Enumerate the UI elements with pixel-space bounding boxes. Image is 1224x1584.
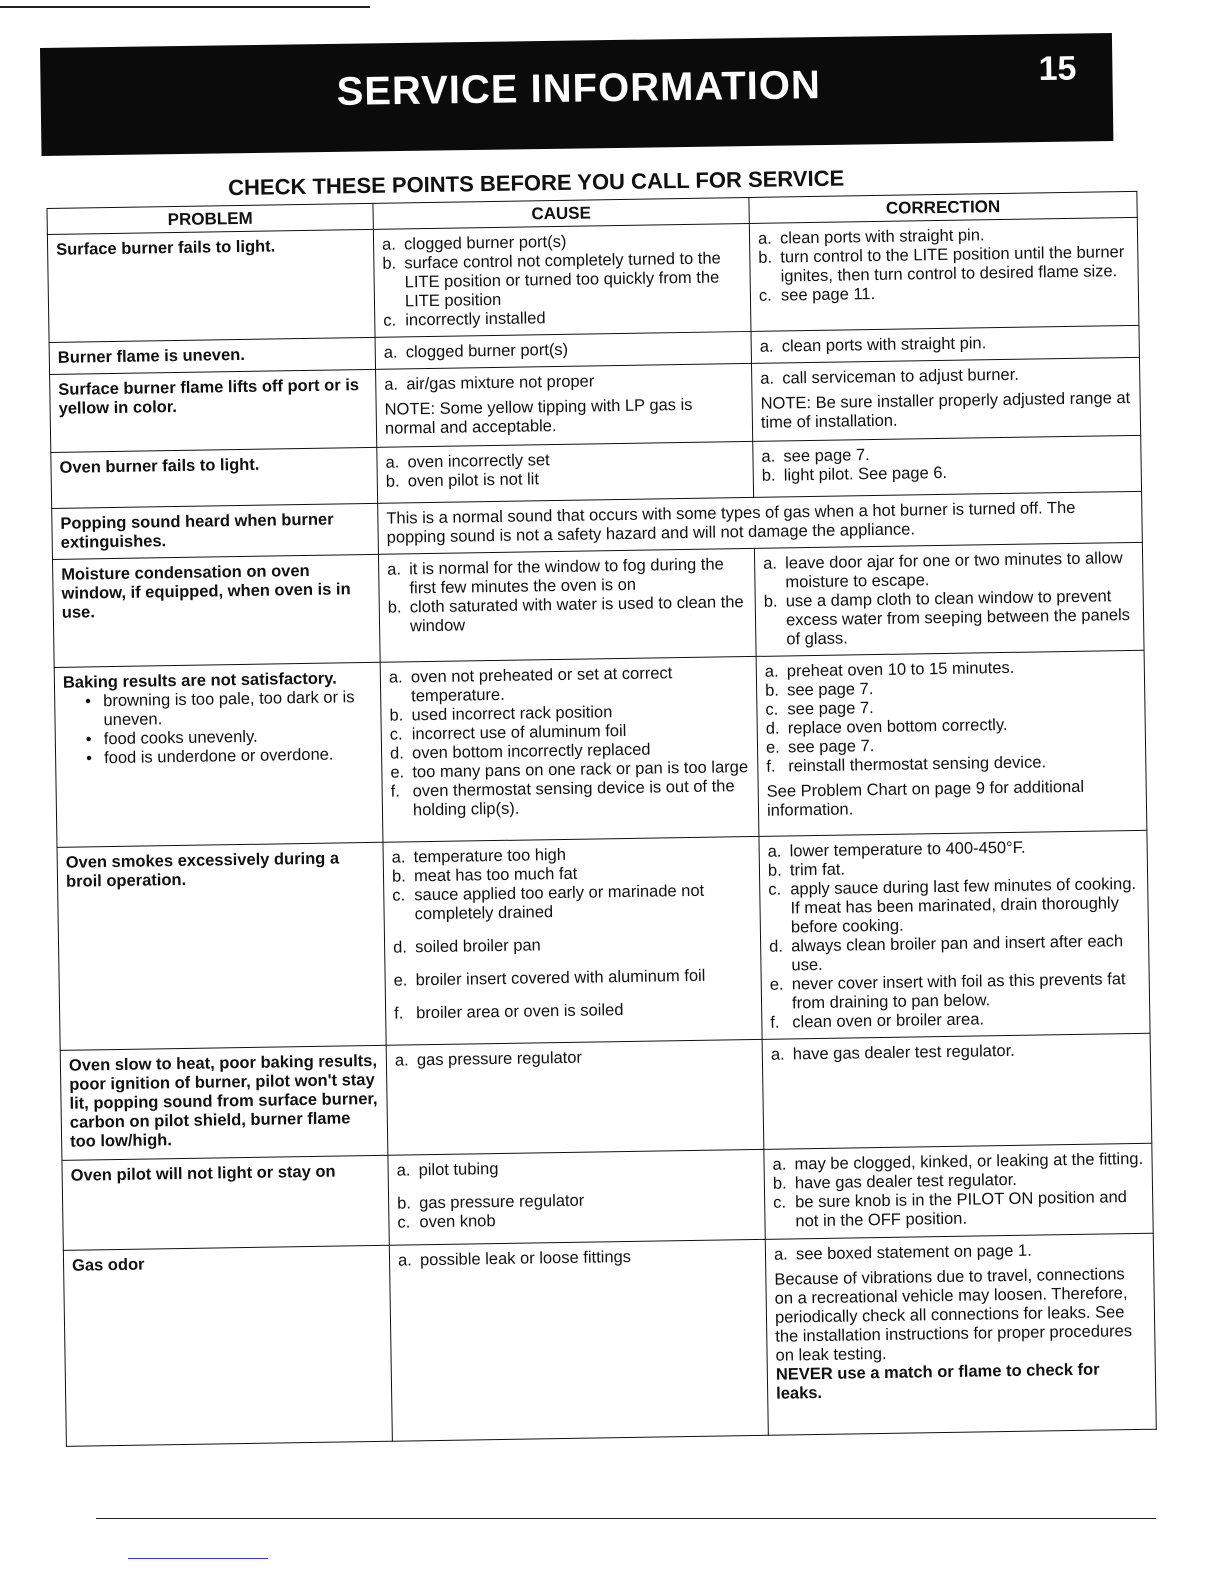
cause-item-text: pilot tubing (418, 1160, 499, 1180)
column-header-cause: CAUSE (373, 197, 749, 229)
table-row (60, 1033, 1152, 1160)
cause-item-letter: a. (388, 668, 403, 687)
cause-item-letter: f. (394, 1004, 404, 1023)
cause-item (392, 881, 752, 925)
correction-item-letter: a. (772, 1155, 787, 1174)
correction-item-text: clean ports with straight pin. (781, 334, 987, 356)
cause-item (394, 999, 753, 1024)
correction-cell (759, 830, 1150, 1039)
problem-bullet-text: browning is too pale, too dark or is uneven. (103, 688, 355, 730)
correction-item (760, 332, 1131, 357)
cause-item-letter: b. (387, 598, 402, 617)
correction-item-letter: e. (765, 738, 780, 757)
cause-item-letter: a. (384, 375, 399, 394)
cause-item-letter: d. (392, 938, 408, 957)
correction-cell (764, 1143, 1153, 1239)
correction-note: See Problem Chart on page 9 for additional information. (766, 777, 1085, 820)
correction-item (769, 932, 1141, 976)
cause-cell (378, 548, 756, 662)
problem-cell (63, 1245, 392, 1446)
table-row (54, 650, 1147, 847)
cause-item (384, 338, 743, 363)
problem-text: Moisture condensation on oven window, if equipped, when oven is in use. (61, 561, 351, 622)
correction-item-text: lower temperature to 400-450°F. (789, 838, 1026, 861)
table-row (57, 830, 1150, 1050)
cause-item-letter: c. (383, 311, 397, 330)
correction-item-letter: d. (769, 937, 784, 956)
correction-item-letter: b. (772, 1174, 787, 1193)
correction-item-letter: a. (761, 447, 776, 466)
correction-item-text: turn control to the LITE position until the burner ignites, then turn control to desired flame size. (780, 243, 1125, 286)
cause-item (396, 1156, 755, 1181)
correction-item-letter: e. (769, 975, 784, 994)
cause-item-text: it is normal for the window to fog during the first few minutes the oven is on (409, 555, 724, 598)
table-row (47, 217, 1139, 342)
correction-item-letter: c. (765, 700, 779, 719)
problem-cell (47, 229, 375, 342)
correction-item-letter: d. (765, 719, 780, 738)
correction-item-text: clean oven or broiler area. (792, 1010, 985, 1032)
cause-cell (383, 836, 762, 1045)
cause-item-letter: b. (385, 472, 400, 491)
cause-item-letter: c. (389, 725, 403, 744)
correction-item-text: reinstall thermostat sensing device. (788, 753, 1047, 776)
correction-cell (762, 1033, 1152, 1149)
cause-item-text: broiler area or oven is soiled (416, 1001, 624, 1023)
bullet-dot-icon: • (85, 749, 93, 768)
cause-item (395, 1046, 754, 1071)
correction-note: Because of vibrations due to travel, connections on a recreational vehicle may loosen. Therefore, periodically check all connections for leaks. See the installation instructions for proper procedures on leak testing. (774, 1265, 1133, 1365)
table-row (63, 1233, 1156, 1446)
correction-item (771, 1040, 1142, 1065)
bullet-dot-icon: • (85, 730, 92, 749)
cause-cell (389, 1239, 768, 1441)
problem-cell (52, 503, 379, 559)
cause-item-text: gas pressure regulator (419, 1191, 585, 1213)
cause-item-text: cloth saturated with water is used to clean the window (409, 593, 744, 636)
correction-item-letter: a. (764, 662, 779, 681)
correction-item-letter: b. (763, 592, 778, 611)
cause-item-text: oven bottom incorrectly replaced (411, 740, 651, 763)
correction-item (758, 243, 1130, 287)
cause-item-text: broiler insert covered with aluminum foil (415, 966, 706, 990)
cause-item-letter: c. (397, 1213, 411, 1232)
cause-item-text: too many pans on one rack or pan is too large (412, 758, 749, 782)
correction-item-letter: c. (773, 1193, 787, 1212)
cause-item-text: meat has too much fat (413, 864, 578, 886)
problem-cell (50, 369, 377, 452)
correction-item-text: replace oven bottom correctly. (787, 715, 1008, 738)
cause-item-letter: a. (381, 235, 396, 254)
cause-item-letter: a. (396, 1161, 411, 1180)
cause-item-letter: e. (390, 763, 405, 782)
correction-item-letter: b. (758, 248, 773, 267)
cause-item-text: oven pilot is not lit (407, 470, 540, 491)
correction-item-text: preheat oven 10 to 15 minutes. (786, 658, 1015, 681)
correction-item-text: use a damp cloth to clean window to prevent excess water from seeping between the panels of glass. (785, 587, 1131, 649)
cause-item (398, 1246, 757, 1271)
correction-item (760, 364, 1131, 389)
cause-item-text: sauce applied too early or marinade not completely drained (414, 881, 705, 924)
correction-item-letter: a. (763, 554, 778, 573)
cause-item-letter: b. (382, 254, 397, 273)
bullet-dot-icon: • (85, 692, 92, 711)
problem-bullet (85, 688, 373, 731)
problem-text: Surface burner flame lifts off port or is yellow in color. (58, 376, 360, 418)
cause-note: NOTE: Some yellow tipping with LP gas is normal and acceptable. (384, 395, 693, 438)
correction-item (764, 587, 1136, 650)
cause-item-text: oven incorrectly set (407, 451, 550, 472)
column-header-correction: CORRECTION (749, 191, 1137, 223)
bottom-accent-rule (128, 1558, 268, 1559)
cause-item-letter: a. (397, 1251, 412, 1270)
problem-bullet-text: food cooks unevenly. (103, 727, 258, 749)
cause-item-text: soiled broiler pan (414, 936, 541, 957)
correction-item-letter: a. (760, 369, 775, 388)
page-number: 15 (1038, 49, 1077, 89)
correction-cell (753, 435, 1142, 497)
correction-item (773, 1188, 1145, 1232)
cause-item-letter: a. (391, 848, 406, 867)
cause-item (387, 555, 747, 599)
cause-cell (373, 223, 751, 337)
cause-item-text: oven thermostat sensing device is out of the holding clip(s). (412, 777, 735, 820)
cause-item-text: oven knob (419, 1212, 496, 1232)
correction-item (763, 549, 1135, 593)
cause-item (382, 249, 742, 312)
cause-item-text: used incorrect rack position (411, 703, 613, 725)
correction-item-letter: b. (765, 681, 780, 700)
correction-item-text: have gas dealer test regulator. (794, 1170, 1017, 1193)
problem-text: Oven pilot will not light or stay on (70, 1162, 336, 1185)
table-body (47, 217, 1156, 1446)
correction-item-text: may be clogged, kinked, or leaking at the fitting. (794, 1149, 1144, 1174)
cause-item-letter: a. (385, 453, 400, 472)
page-header (40, 33, 1113, 156)
cause-item-text: gas pressure regulator (416, 1048, 583, 1070)
table-row (52, 542, 1144, 667)
correction-item-letter: a. (757, 229, 772, 248)
cause-item-text: incorrectly installed (405, 309, 546, 330)
problem-table (46, 191, 1156, 1447)
correction-item-letter: b. (767, 861, 782, 880)
problem-text: Surface burner fails to light. (55, 237, 276, 259)
correction-item-letter: c. (758, 286, 772, 305)
cause-item-letter: c. (392, 886, 406, 905)
bottom-rule (96, 1518, 1156, 1519)
service-chart (46, 161, 1156, 1447)
correction-item-letter: a. (770, 1045, 785, 1064)
cause-cell (377, 441, 754, 503)
correction-item (770, 970, 1142, 1014)
correction-cell (756, 650, 1147, 836)
table-title: CHECK THESE POINTS BEFORE YOU CALL FOR SERVICE (227, 165, 845, 201)
cause-cell (386, 1039, 764, 1155)
correction-item-text: be sure knob is in the PILOT ON position and not in the OFF position. (795, 1188, 1128, 1231)
cause-cell (380, 656, 759, 842)
correction-item-text: trim fat. (789, 860, 846, 880)
problem-text: Oven slow to heat, poor baking results, poor ignition of burner, pilot won't stay lit, popping sound from surface burner, carbon on pilot shield, burner flame too low/high. (68, 1051, 378, 1151)
problem-cell (49, 337, 375, 374)
correction-item-text: apply sauce during last few minutes of cooking. If meat has been marinated, drain thoroughly before cooking. (790, 874, 1137, 937)
cause-item (391, 777, 751, 821)
correction-item-text: see page 7. (787, 699, 874, 719)
correction-cell (765, 1233, 1156, 1435)
correction-item (768, 875, 1140, 938)
cause-item-text: clogged burner port(s) (405, 340, 569, 362)
correction-item-text: always clean broiler pan and insert after each use. (791, 932, 1124, 975)
cause-item-letter: d. (389, 744, 404, 763)
correction-item-letter: b. (761, 466, 776, 485)
correction-item-text: call serviceman to adjust burner. (782, 365, 1019, 388)
correction-item-text: see page 11. (780, 284, 876, 305)
problem-text: Burner flame is uneven. (57, 345, 246, 367)
cause-item (388, 593, 748, 637)
correction-item-text: see page 7. (783, 446, 870, 466)
cause-cell (376, 363, 753, 447)
cause-item-letter: a. (394, 1051, 409, 1070)
cause-item-text: oven not preheated or set at correct temperature. (410, 664, 673, 706)
cause-item-text: incorrect use of aluminum foil (411, 721, 627, 744)
correction-item-text: see page 7. (786, 680, 874, 700)
correction-item-letter: f. (766, 757, 776, 776)
merged-cause-correction-cell: This is a normal sound that occurs with some types of gas when a hot burner is turned off. The popping sound is not a safety hazard and will not damage the appliance. (378, 491, 1143, 554)
cause-item-letter: b. (397, 1194, 412, 1213)
correction-item-text: clean ports with straight pin. (779, 226, 985, 248)
correction-cell (754, 542, 1144, 656)
correction-item-text: leave door ajar for one or two minutes to allow moisture to escape. (785, 549, 1123, 592)
correction-item-text: never cover insert with foil as this prevents fat from draining to pan below. (791, 970, 1126, 1013)
table-row (62, 1143, 1153, 1250)
cause-item (393, 933, 752, 958)
page-title: SERVICE INFORMATION (336, 63, 822, 114)
cause-item-letter: e. (393, 971, 408, 990)
correction-item-text: have gas dealer test regulator. (792, 1041, 1015, 1064)
problem-cell (54, 662, 383, 847)
correction-item-text: light pilot. See page 6. (783, 463, 948, 485)
problem-text: Gas odor (71, 1255, 145, 1275)
cause-item-letter: b. (391, 867, 406, 886)
column-header-problem: PROBLEM (47, 203, 373, 234)
correction-item-letter: a. (773, 1245, 788, 1264)
cause-item-letter: a. (387, 560, 402, 579)
problem-cell (51, 447, 378, 508)
cause-item-text: surface control not completely turned to the LITE position or turned too quickly from the LITE position (404, 249, 721, 311)
cause-item-letter: a. (383, 343, 398, 362)
problem-cell (57, 842, 386, 1050)
problem-text: Baking results are not satisfactory. (62, 669, 337, 692)
cause-item-text: clogged burner port(s) (403, 232, 567, 254)
correction-item-letter: c. (768, 880, 782, 899)
correction-item-text: see boxed statement on page 1. (795, 1241, 1032, 1264)
correction-item-letter: f. (770, 1013, 780, 1032)
problem-bullet-text: food is underdone or overdone. (103, 745, 334, 768)
correction-item (774, 1240, 1145, 1265)
cause-item-letter: b. (389, 706, 404, 725)
correction-item-text: see page 7. (787, 737, 875, 757)
correction-item-letter: a. (767, 842, 782, 861)
problem-text: Oven burner fails to light. (59, 455, 260, 477)
cause-item-text: temperature too high (413, 845, 567, 867)
cause-cell (388, 1149, 765, 1245)
correction-item-letter: a. (759, 337, 774, 356)
correction-cell (749, 217, 1139, 331)
top-rule (0, 6, 370, 8)
cause-item (394, 966, 753, 991)
problem-cell (52, 554, 380, 667)
cause-item (389, 663, 749, 707)
problem-text: Oven smokes excessively during a broil operation. (65, 849, 340, 891)
cause-item-text: possible leak or loose fittings (419, 1247, 632, 1270)
problem-text: Popping sound heard when burner extinguishes. (60, 510, 334, 552)
correction-warning: NEVER use a match or flame to check for leaks. (775, 1360, 1100, 1403)
correction-cell (751, 357, 1140, 441)
problem-cell (62, 1155, 389, 1250)
problem-cell (60, 1045, 388, 1160)
cause-item-text: air/gas mixture not proper (406, 372, 595, 394)
problem-bullet (86, 745, 373, 769)
correction-note: NOTE: Be sure installer properly adjusted range at time of installation. (760, 388, 1131, 432)
cause-item (384, 370, 743, 395)
cause-item-letter: f. (390, 782, 400, 801)
